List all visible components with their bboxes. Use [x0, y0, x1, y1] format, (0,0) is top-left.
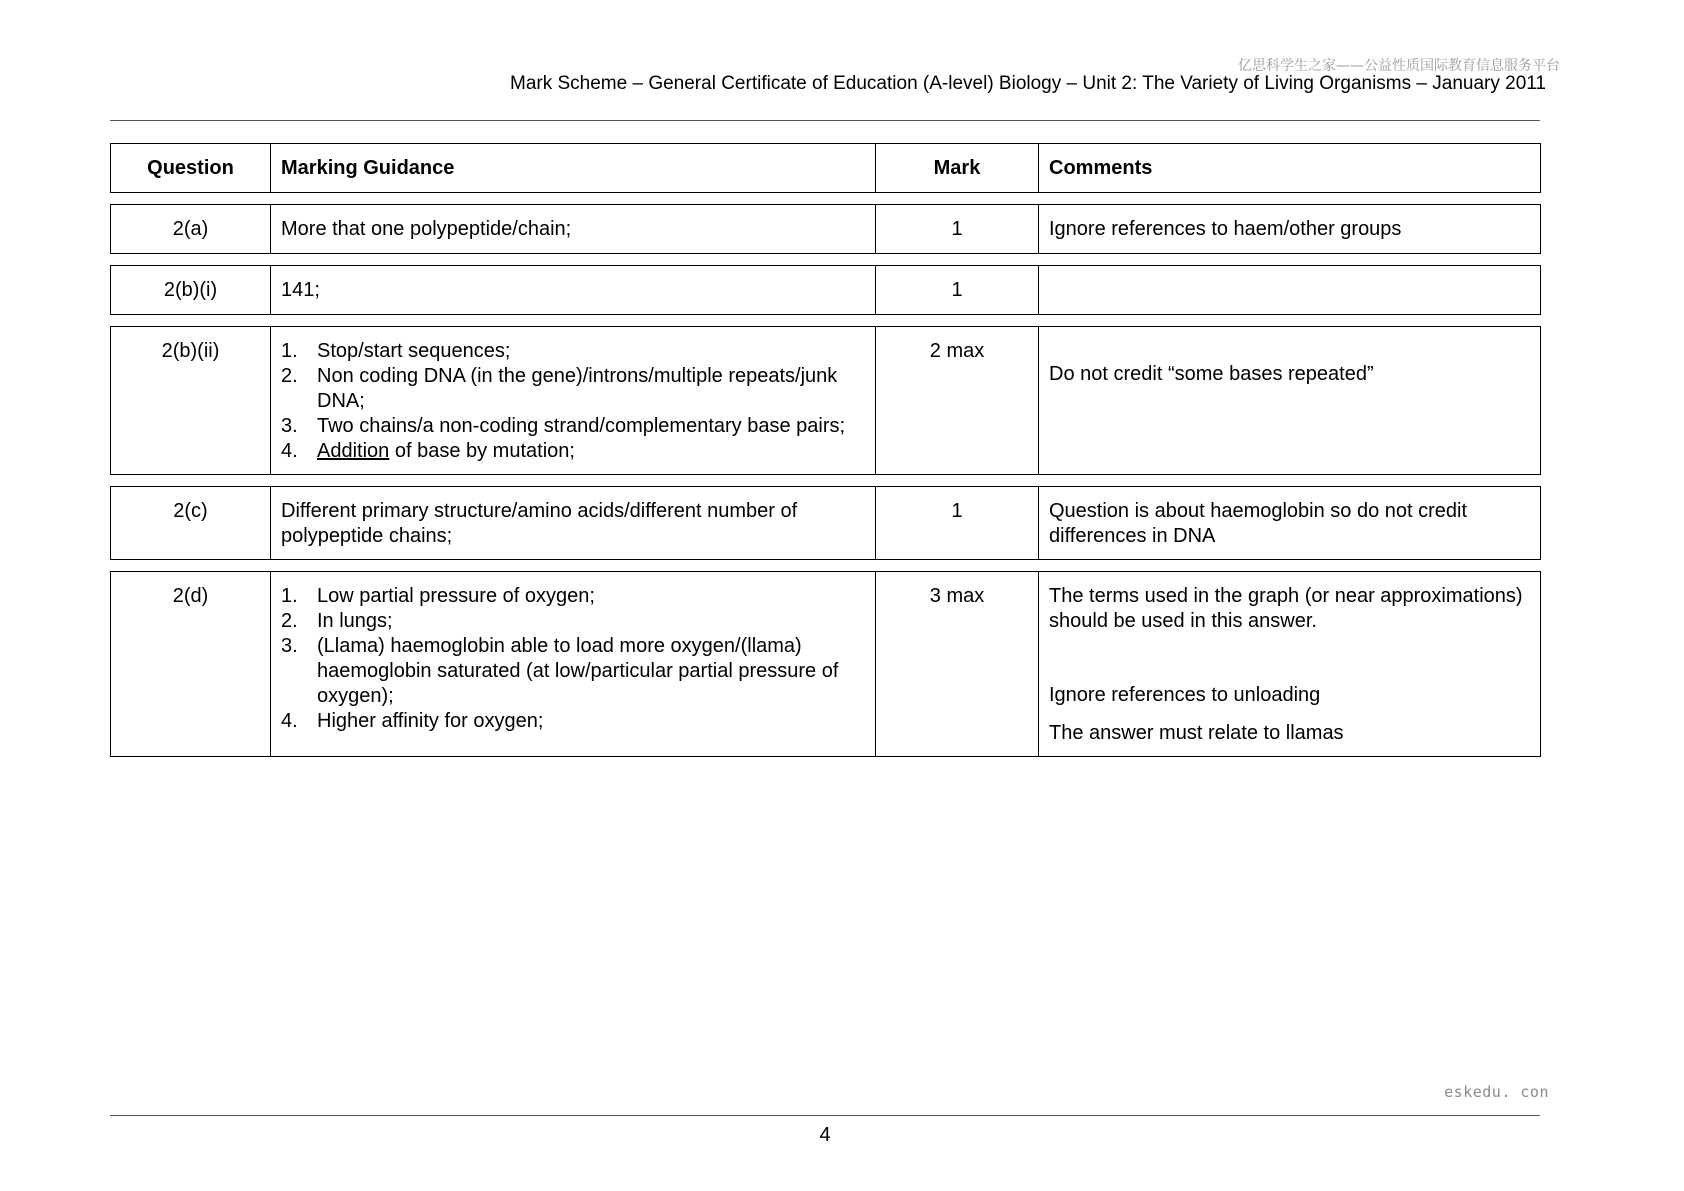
mark-value: 1: [876, 487, 1039, 560]
marking-points-list: [281, 339, 865, 464]
table-row: [110, 265, 1541, 315]
comment: Ignore references to unloading: [1049, 684, 1321, 706]
comment: The answer must relate to llamas: [1049, 722, 1344, 744]
question-number: 2(b)(ii): [111, 327, 271, 475]
point-text: Higher affinity for oxygen;: [317, 710, 544, 732]
mark-value: 2 max: [876, 327, 1039, 475]
comment-cell: [1039, 572, 1541, 757]
point-number: 3.: [281, 415, 298, 437]
point-text: Two chains/a non-coding strand/complementary base pairs;: [317, 415, 846, 437]
mark-value: 1: [876, 266, 1039, 315]
point-text: (Llama) haemoglobin able to load more oxygen/(llama) haemoglobin saturated (at low/particular partial pressure of oxygen);: [317, 635, 839, 707]
page-number: 4: [819, 1124, 831, 1146]
point-number: 4.: [281, 710, 298, 732]
marking-point: [281, 414, 865, 439]
column-header-comments: Comments: [1039, 144, 1541, 193]
document-header-title: Mark Scheme – General Certificate of Education (A-level) Biology – Unit 2: The Variety of Living Organisms – January 2011: [510, 73, 1546, 94]
comment: Do not credit “some bases repeated”: [1049, 363, 1374, 385]
mark-scheme-table: [110, 143, 1541, 768]
point-text: of base by mutation;: [389, 440, 575, 462]
marking-point: [281, 634, 865, 709]
marking-point: [281, 709, 865, 734]
marking-guidance: [271, 327, 876, 475]
table-row: [110, 486, 1541, 560]
point-underlined-text: Addition: [317, 440, 390, 462]
header-divider: [110, 120, 1540, 121]
footer-divider: [110, 1115, 1540, 1116]
column-header-mark: Mark: [876, 144, 1039, 193]
question-number: 2(c): [111, 487, 271, 560]
table-row: [110, 571, 1541, 757]
marking-point: [281, 584, 865, 609]
question-number: 2(d): [111, 572, 271, 757]
marking-point: [281, 439, 865, 464]
question-number: 2(a): [111, 205, 271, 254]
comment: The terms used in the graph (or near approximations) should be used in this answer.: [1049, 585, 1523, 632]
footer-watermark: eskedu. con: [1444, 1083, 1549, 1101]
point-number: 2.: [281, 365, 298, 387]
mark-value: 3 max: [876, 572, 1039, 757]
marking-guidance: Different primary structure/amino acids/different number of polypeptide chains;: [271, 487, 876, 560]
point-text: In lungs;: [317, 610, 393, 632]
mark-value: 1: [876, 205, 1039, 254]
point-number: 1.: [281, 585, 298, 607]
marking-guidance: More that one polypeptide/chain;: [271, 205, 876, 254]
marking-point: [281, 364, 865, 414]
table-row: [110, 326, 1541, 475]
comment: Ignore references to haem/other groups: [1039, 205, 1541, 254]
table-row: [110, 204, 1541, 254]
marking-point: [281, 339, 865, 364]
point-number: 4.: [281, 440, 298, 462]
marking-points-list: [281, 584, 865, 734]
point-number: 1.: [281, 340, 298, 362]
point-text: Stop/start sequences;: [317, 340, 511, 362]
point-text: Low partial pressure of oxygen;: [317, 585, 595, 607]
comment: Question is about haemoglobin so do not credit differences in DNA: [1039, 487, 1541, 560]
marking-point: [281, 609, 865, 634]
point-number: 2.: [281, 610, 298, 632]
marking-guidance: 141;: [271, 266, 876, 315]
comment-empty: [1039, 266, 1541, 315]
column-header-question: Question: [111, 144, 271, 193]
point-number: 3.: [281, 635, 298, 657]
point-text: Non coding DNA (in the gene)/introns/multiple repeats/junk DNA;: [317, 365, 838, 412]
column-header-guidance: Marking Guidance: [271, 144, 876, 193]
comment-cell: [1039, 327, 1541, 475]
marking-guidance: [271, 572, 876, 757]
table-header: [110, 143, 1541, 193]
watermark-text: 亿思科学生之家——公益性质国际教育信息服务平台: [1238, 58, 1560, 74]
question-number: 2(b)(i): [111, 266, 271, 315]
